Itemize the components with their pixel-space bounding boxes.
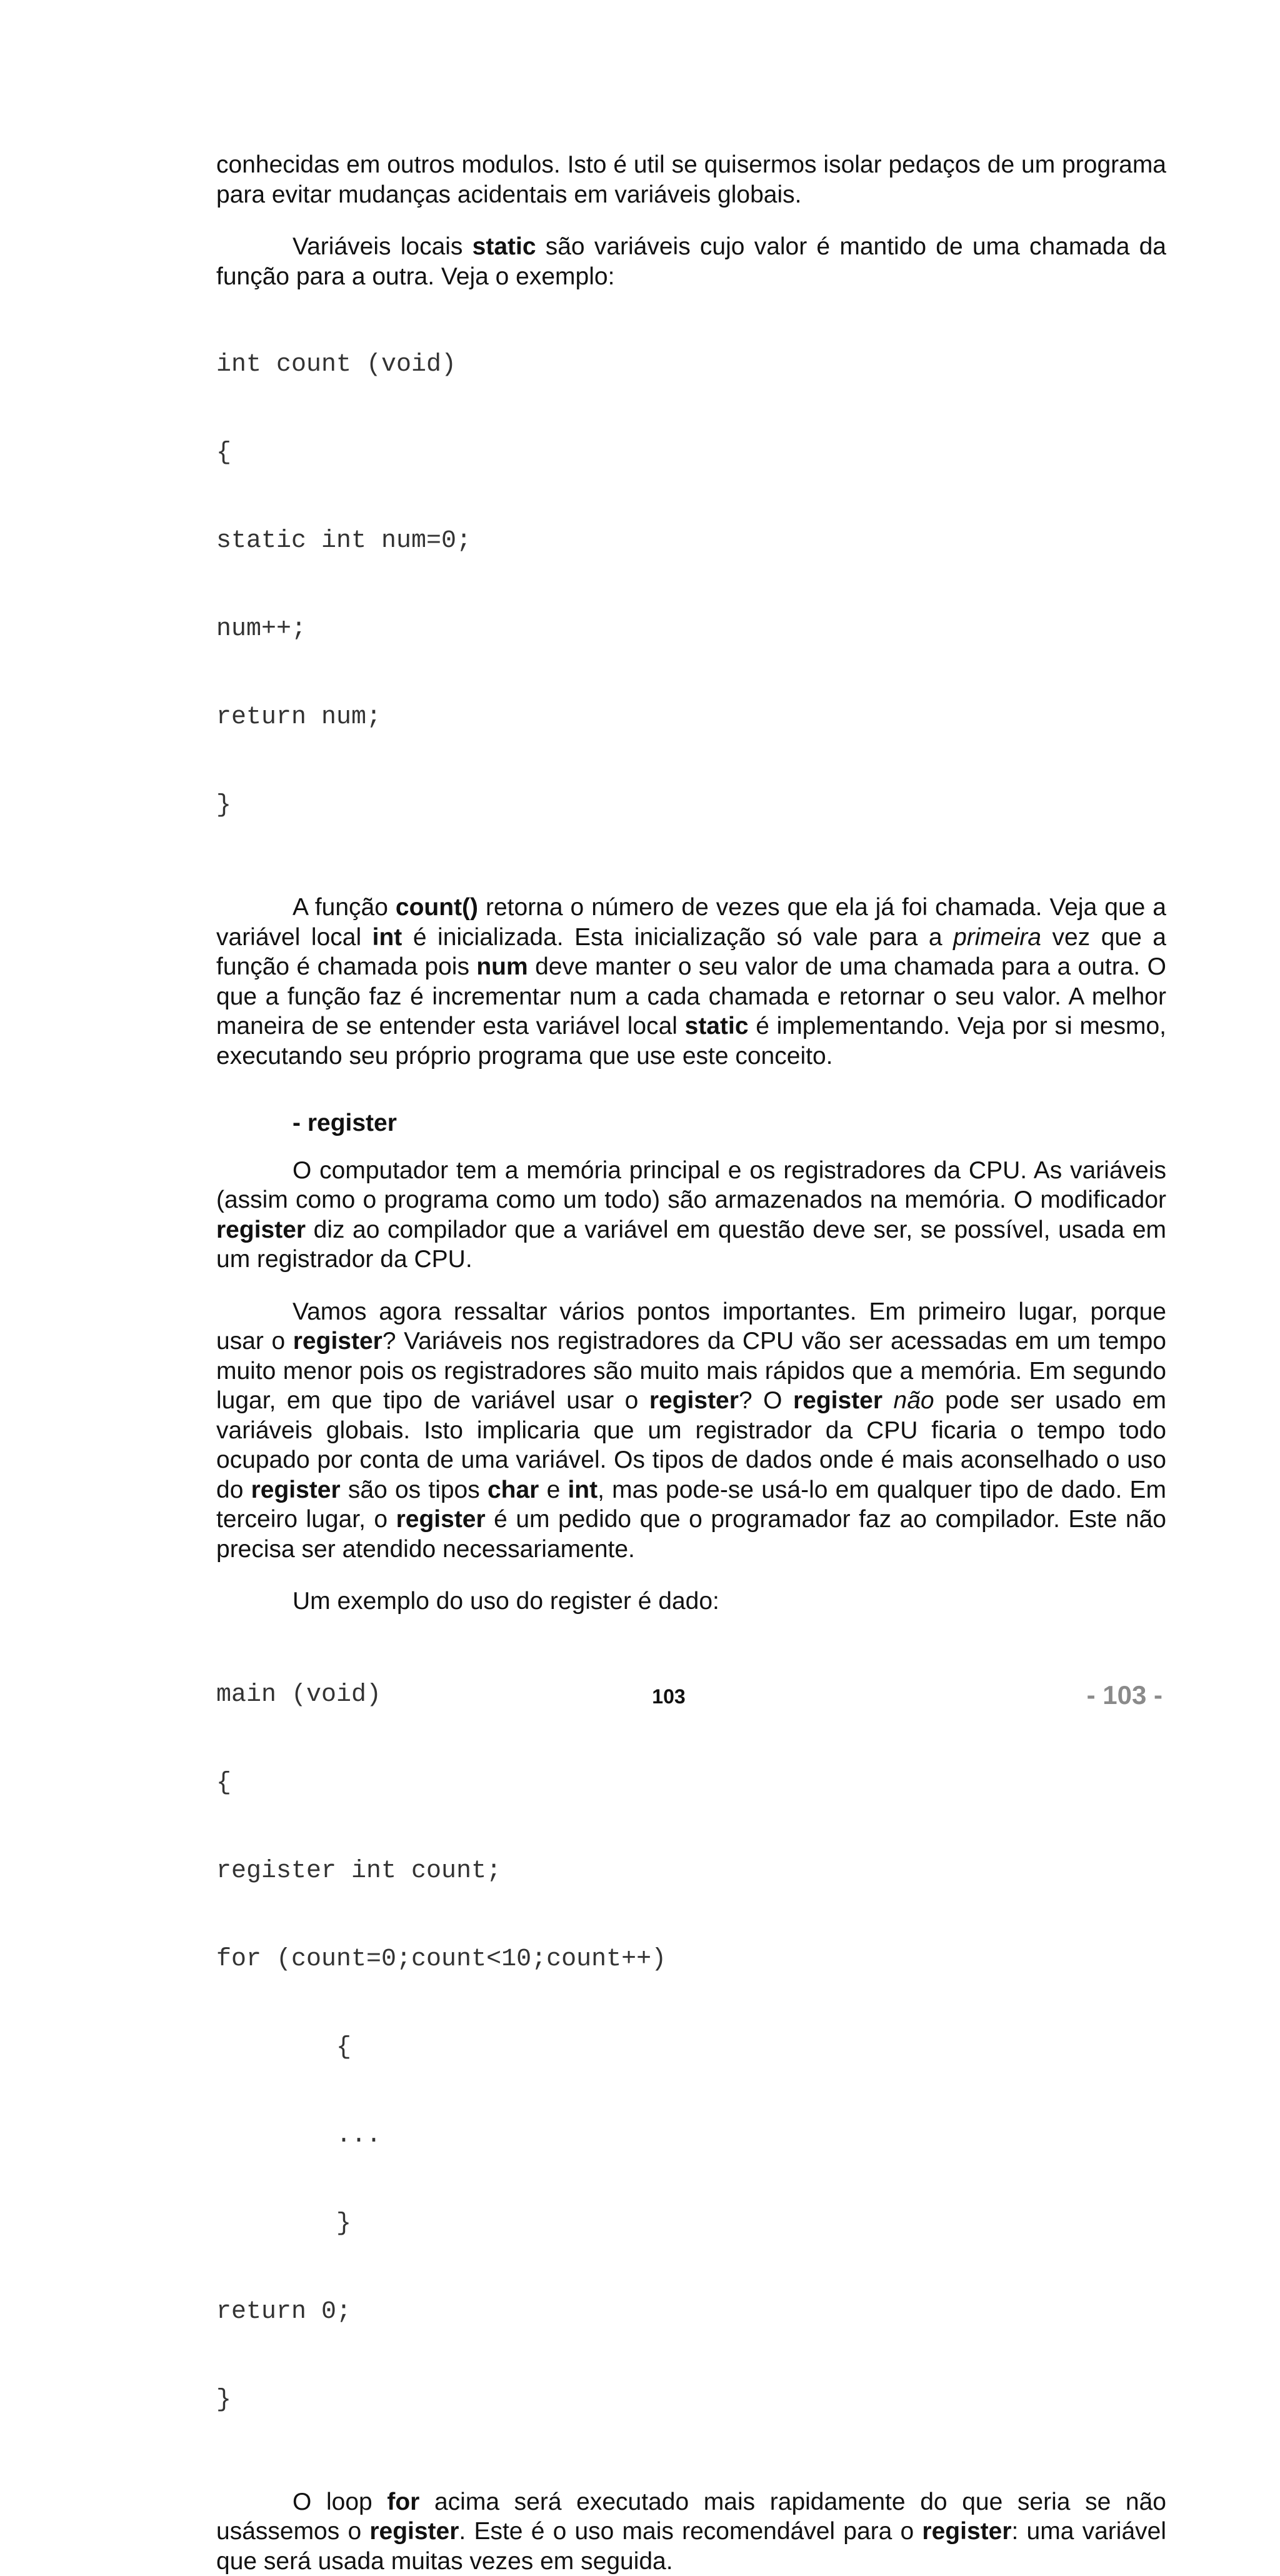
code-line: main (void) [216, 1680, 1166, 1710]
paragraph-register-intro: O computador tem a memória principal e os registradores da CPU. As variáveis (assim como o programa como um todo) são armazenados na memória. O modificador register diz ao compilador que a variável em questão deve ser, se possível, usada em um registrador da CPU. [216, 1156, 1166, 1275]
code-block-register [216, 1621, 1166, 2473]
code-line: int count (void) [216, 350, 1166, 379]
page-body [216, 150, 1166, 2576]
paragraph-register-points: Vamos agora ressaltar vários pontos importantes. Em primeiro lugar, porque usar o register? Variáveis nos registradores da CPU vão ser acessadas em um tempo muito menor pois os registradores são muito mais rápidos que a memória. Em segundo lugar, em que tipo de variável usar o register? O register não pode ser usado em variáveis globais. Isto implicaria que um registrador da CPU ficaria o tempo todo ocupado por conta de uma variável. Os tipos de dados onde é mais aconselhado o uso do register são os tipos char e int, mas pode-se usá-lo em qualquer tipo de dado. Em terceiro lugar, o register é um pedido que o programador faz ao compilador. Este não precisa ser atendido necessariamente. [216, 1297, 1166, 1565]
page-number-center: 103 [0, 1685, 1280, 1708]
paragraph-register-example: Um exemplo do uso do register é dado: [216, 1586, 1166, 1616]
code-line: ... [216, 2121, 1166, 2150]
code-line: } [216, 791, 1166, 820]
code-line: { [216, 1768, 1166, 1798]
code-line: } [216, 2209, 1166, 2238]
code-line: return num; [216, 703, 1166, 732]
section-heading-register: - register [216, 1108, 1166, 1138]
code-line: { [216, 438, 1166, 468]
paragraph-modulos: conhecidas em outros modulos. Isto é util se quisermos isolar pedaços de um programa para evitar mudanças acidentais em variáveis globais. [216, 150, 1166, 209]
code-line: for (count=0;count<10;count++) [216, 1945, 1166, 1974]
code-line: static int num=0; [216, 526, 1166, 556]
code-line: } [216, 2385, 1166, 2415]
code-line: { [216, 2033, 1166, 2062]
code-line: return 0; [216, 2297, 1166, 2327]
code-line: num++; [216, 614, 1166, 644]
paragraph-count-explanation: A função count() retorna o número de vezes que ela já foi chamada. Veja que a variável local int é inicializada. Esta inicialização só vale para a primeira vez que a função é chamada pois num deve manter o seu valor de uma chamada para a outra. O que a função faz é incrementar num a cada chamada e retornar o seu valor. A melhor maneira de se entender esta variável local static é implementando. Veja por si mesmo, executando seu próprio programa que use este conceito. [216, 893, 1166, 1071]
code-line: register int count; [216, 1857, 1166, 1886]
page-number-right: - 103 - [1087, 1680, 1162, 1710]
paragraph-for-loop: O loop for acima será executado mais rapidamente do que seria se não usássemos o register. Este é o uso mais recomendável para o register: uma variável que será usada muitas vezes em seguida. [216, 2487, 1166, 2576]
code-block-count [216, 291, 1166, 879]
paragraph-static-intro: Variáveis locais static são variáveis cujo valor é mantido de uma chamada da função para a outra. Veja o exemplo: [216, 232, 1166, 291]
